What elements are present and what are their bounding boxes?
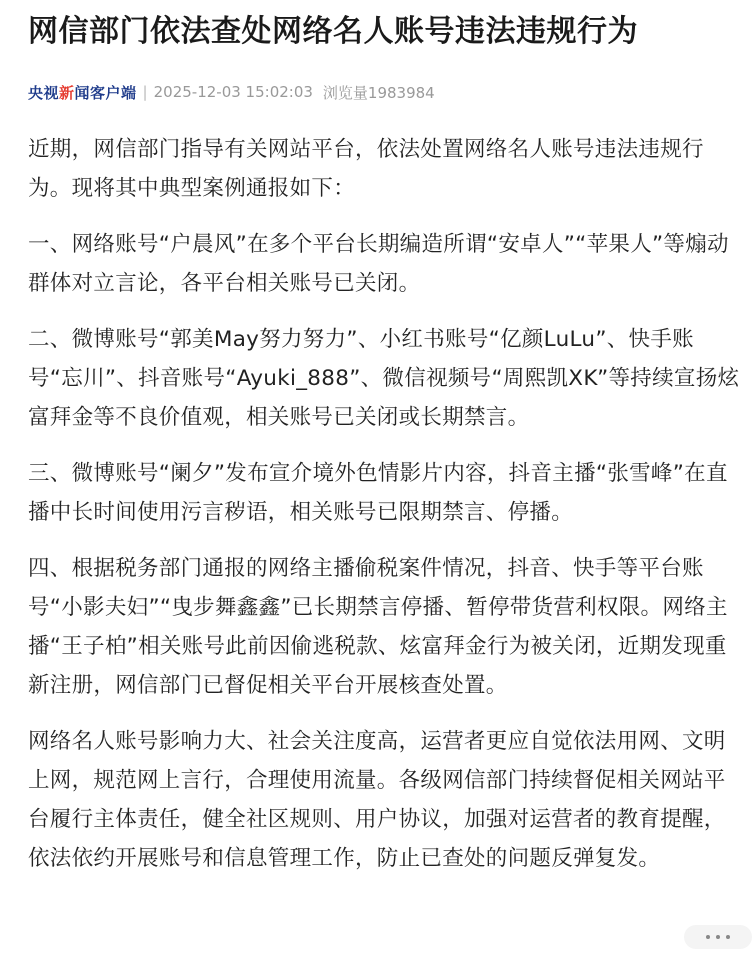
source-name-part1: 央视	[28, 83, 60, 102]
source-name[interactable]	[28, 82, 137, 103]
dot	[716, 935, 720, 939]
article-paragraph: 一、网络账号“户晨风”在多个平台长期编造所谓“安卓人”“苹果人”等煽动群体对立言论，各平台相关账号已关闭。	[28, 232, 729, 296]
more-dots-icon[interactable]	[684, 925, 752, 949]
article-title: 网信部门依法查处网络名人账号违法违规行为	[28, 14, 638, 49]
article-paragraph: 二、微博账号“郭美May努力努力”、小红书账号“亿颜LuLu”、快手账号“忘川”、抖音账号“Ayuki_888”、微信视频号“周熙凯XK”等持续宣扬炫富拜金等不良价值观，相关账号已关闭或长期禁言。	[28, 327, 740, 430]
meta-separator: |	[142, 83, 148, 101]
source-name-part3: 闻客户端	[74, 83, 137, 102]
article-paragraph: 四、根据税务部门通报的网络主播偷税案件情况，抖音、快手等平台账号“小影夫妇”“曳步舞鑫鑫”已长期禁言停播、暂停带货营利权限。网络主播“王子柏”相关账号此前因偷逃税款、炫富拜金行为被关闭，近期发现重新注册，网信部门已督促相关平台开展核查处置。	[28, 556, 728, 698]
view-count: 浏览量1983984	[322, 83, 435, 102]
article-paragraph: 三、微博账号“阑夕”发布宣介境外色情影片内容，抖音主播“张雪峰”在直播中长时间使用污言秽语，相关账号已限期禁言、停播。	[28, 461, 728, 525]
article-body	[28, 130, 740, 878]
dot	[726, 935, 730, 939]
dot	[706, 935, 710, 939]
source-name-part2: 新	[59, 83, 75, 102]
article-meta	[28, 80, 435, 104]
article-paragraph: 近期，网信部门指导有关网站平台，依法处置网络名人账号违法违规行为。现将其中典型案例通报如下：	[28, 137, 704, 201]
article-paragraph: 网络名人账号影响力大、社会关注度高，运营者更应自觉依法用网、文明上网，规范网上言行，合理使用流量。各级网信部门持续督促相关网站平台履行主体责任，健全社区规则、用户协议，加强对运营者的教育提醒，依法依约开展账号和信息管理工作，防止已查处的问题反弹复发。	[28, 729, 726, 871]
publish-datetime: 2025-12-03 15:02:03	[153, 83, 313, 101]
